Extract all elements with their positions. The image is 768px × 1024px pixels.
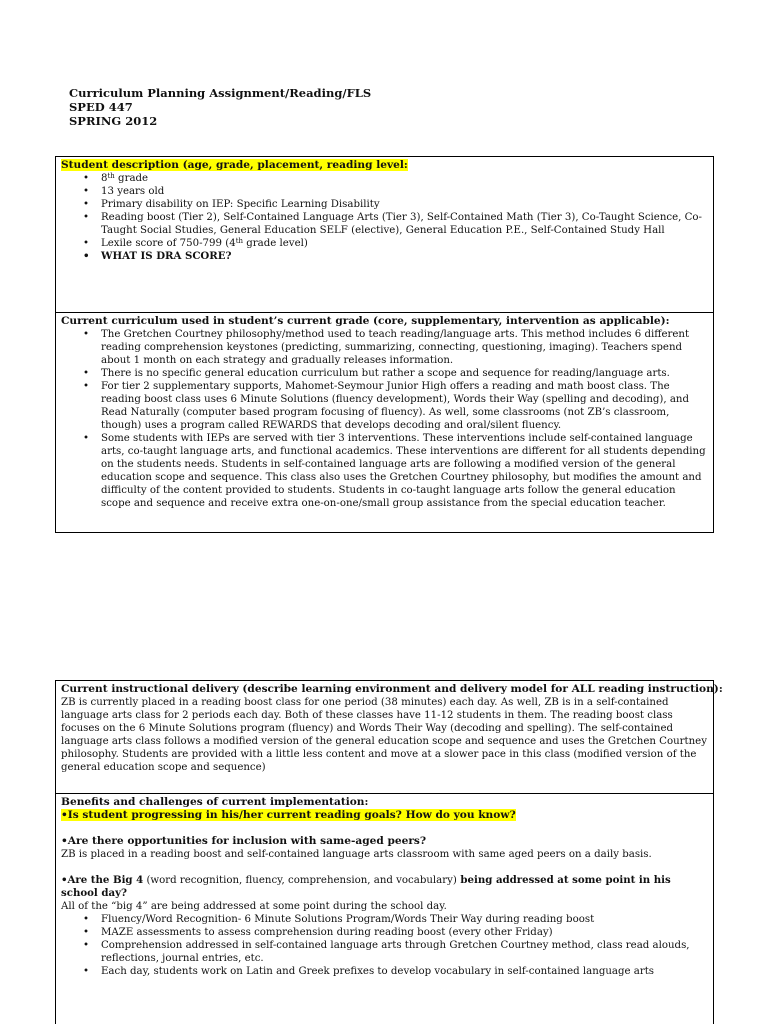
student-description-heading-text: Student description (age, grade, placement, reading level: [61,159,408,171]
list-item: • WHAT IS DRA SCORE? [101,250,707,263]
list-item: • Reading boost (Tier 2), Self-Contained Language Arts (Tier 3), Self-Contained Math (Tier 3), Co-Taught Science, Co-Taught Social Studies, General Education SELF (elective), General Education P.E., Self-Contained Study Hall [101,211,707,237]
list-item [101,172,707,185]
assignment-title: Curriculum Planning Assignment/Reading/FLS [69,86,372,100]
inclusion-question: •Are there opportunities for inclusion with same-aged peers? [61,835,427,847]
list-item: • The Gretchen Courtney philosophy/method used to teach reading/language arts. This method includes 6 different reading comprehension keystones (predicting, summarizing, connecting, questioning, imaging). Teachers spend about 1 month on each strategy and gradually releases information. [101,328,707,367]
list-item: • Some students with IEPs are served with tier 3 interventions. These interventions include self-contained language arts, co-taught language arts, and functional academics. These interventions are different for all students depending on the students needs. Students in self-contained language arts are following a modified version of the general education scope and sequence. This class also uses the Gretchen Courtney philosophy, but modifies the amount and difficulty of the content provided to students. Students in co-taught language arts follow the general education scope and sequence and receive extra one-on-one/small group assistance from the special education teacher. [101,432,707,510]
big-four-question [61,874,707,900]
document-header [69,86,371,128]
benefits-challenges-section [56,793,713,1023]
grade-superscript: th [107,172,115,180]
list-item: • 13 years old [101,185,707,198]
grade-number: 8 [101,173,108,184]
student-description-list [61,172,707,263]
instructional-delivery-section [56,681,723,793]
course-code: SPED 447 [69,100,133,114]
current-curriculum-heading-rest: (core, supplementary, intervention as applicable): [369,315,670,327]
big-four-answer: All of the “big 4” are being addressed at some point during the school day. [61,901,447,912]
current-curriculum-heading-bold: Current curriculum used in student’s current grade [61,315,370,327]
big-four-list [61,913,707,978]
planning-table-1 [55,156,714,533]
big-four-question-mid: (word recognition, fluency, comprehension, and vocabulary) [143,875,457,886]
lexile-superscript: th [235,237,244,245]
benefits-heading: Benefits and challenges of current implementation: [61,796,369,808]
spacer [61,861,707,874]
current-curriculum-heading [61,315,707,328]
progress-question-text: •Is student progressing in his/her current reading goals? How do you know? [61,809,516,821]
spacer [61,822,707,835]
inclusion-answer: ZB is placed in a reading boost and self-contained language arts classroom with same aged peers on a daily basis. [61,849,652,860]
current-curriculum-list [61,328,707,510]
big-four-question-start: •Are the Big 4 [61,874,144,886]
instructional-delivery-heading-bold: Current instructional delivery [61,683,239,695]
instructional-delivery-heading-rest: (describe learning environment and delivery model for ALL reading instruction): [238,683,723,695]
grade-text: grade [114,173,149,184]
lexile-text-end: grade level) [243,238,308,249]
list-item: • Comprehension addressed in self-contained language arts through Gretchen Courtney method, class read alouds, reflections, journal entries, etc. [101,939,707,965]
semester: SPRING 2012 [69,114,158,128]
list-item: • There is no specific general education curriculum but rather a scope and sequence for reading/language arts. [101,367,707,380]
current-curriculum-section [56,312,713,532]
list-item: • For tier 2 supplementary supports, Mahomet-Seymour Junior High offers a reading and math boost class. The reading boost class uses 6 Minute Solutions (fluency development), Words their Way (spelling and decoding), and Read Naturally (computer based program focusing of fluency). As well, some classrooms (not ZB’s classroom, though) uses a program called REWARDS that develops decoding and oral/silent fluency. [101,380,707,432]
list-item: • Primary disability on IEP: Specific Learning Disability [101,198,707,211]
instructional-delivery-heading [61,683,723,696]
list-item: • Each day, students work on Latin and Greek prefixes to develop vocabulary in self-contained language arts [101,965,707,978]
instructional-delivery-body: ZB is currently placed in a reading boost class for one period (38 minutes) each day. As well, ZB is in a self-contained language arts class for 2 periods each day. Both of these classes have 11-12 students in them. The reading boost class focuses on the 6 Minute Solutions program (fluency) and Words Their Way (decoding and spelling). The self-contained language arts class follows a modified version of the general education scope and sequence and uses the Gretchen Courtney philosophy. Students are provided with a little less content and move at a slower pace in this class (modified version of the general education scope and sequence) [61,697,707,773]
big-four-question-end: being addressed at some point in his school day? [61,874,671,899]
student-description-heading [61,159,707,172]
list-item: • MAZE assessments to assess comprehension during reading boost (every other Friday) [101,926,707,939]
list-item [101,237,707,250]
list-item: • Fluency/Word Recognition- 6 Minute Solutions Program/Words Their Way during reading boost [101,913,707,926]
progress-question [61,809,707,822]
student-description-section [56,157,713,312]
lexile-text: Lexile score of 750-799 (4 [101,238,236,249]
planning-table-2 [55,680,723,1024]
